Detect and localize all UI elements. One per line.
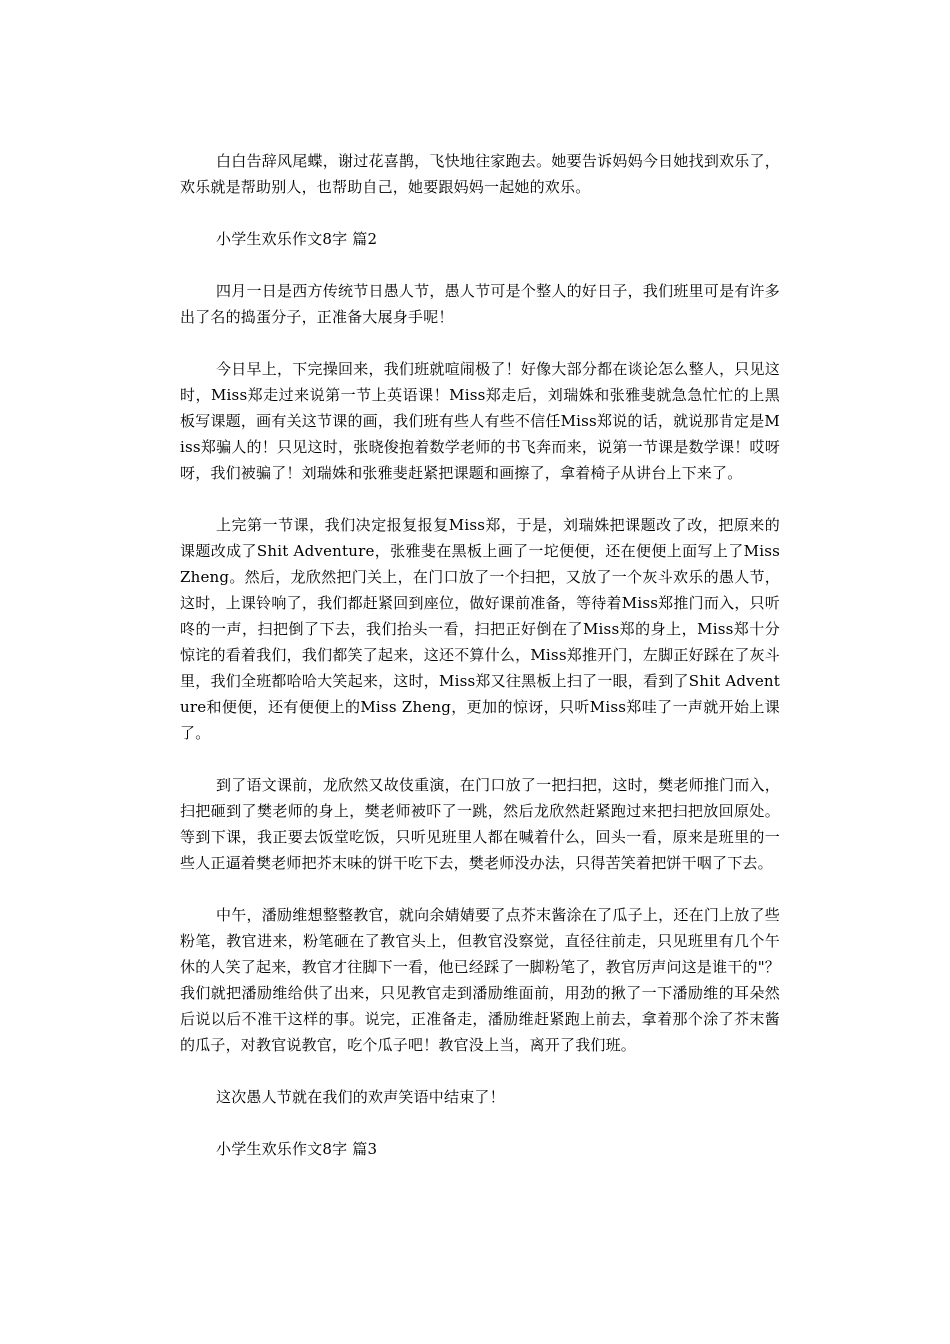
paragraph-5: 到了语文课前，龙欣然又故伎重演，在门口放了一把扫把，这时，樊老师推门而入，扫把砸到了樊老师的身上，樊老师被吓了一跳，然后龙欣然赶紧跑过来把扫把放回原处。等到下课，我正要去饭堂吃饭，只听见班里人都在喊着什么，回头一看，原来是班里的一些人正逼着樊老师把芥末味的饼干吃下去，樊老师没办法，只得苦笑着把饼干咽了下去。	[180, 776, 780, 872]
section-heading-2: 小学生欢乐作文8字 篇2	[216, 230, 378, 248]
section-heading-3: 小学生欢乐作文8字 篇3	[216, 1140, 378, 1158]
paragraph-1: 白白告辞风尾蝶，谢过花喜鹊，飞快地往家跑去。她要告诉妈妈今日她找到欢乐了，欢乐就是帮助别人，也帮助自己，她要跟妈妈一起她的欢乐。	[180, 152, 780, 196]
paragraph-3: 今日早上，下完操回来，我们班就喧闹极了！好像大部分都在谈论怎么整人，只见这时，Miss郑走过来说第一节上英语课！Miss郑走后，刘瑞姝和张雅斐就急急忙忙的上黑板写课题，画有关这节课的画，我们班有些人有些不信任Miss郑说的话，就说那肯定是Miss郑骗人的！只见这时，张晓俊抱着数学老师的书飞奔而来，说第一节课是数学课！哎呀呀，我们被骗了！刘瑞姝和张雅斐赶紧把课题和画擦了，拿着椅子从讲台上下来了。	[180, 360, 780, 482]
paragraph-7: 这次愚人节就在我们的欢声笑语中结束了！	[216, 1088, 505, 1106]
paragraph-2: 四月一日是西方传统节日愚人节，愚人节可是个整人的好日子，我们班里可是有许多出了名的捣蛋分子，正准备大展身手呢！	[180, 282, 780, 326]
paragraph-6: 中午，潘励维想整整教官，就向余婧婧要了点芥末酱涂在了瓜子上，还在门上放了些粉笔，教官进来，粉笔砸在了教官头上，但教官没察觉，直径往前走，只见班里有几个午休的人笑了起来，教官才往脚下一看，他已经踩了一脚粉笔了，教官厉声问这是谁干的"？我们就把潘励维给供了出来，只见教官走到潘励维面前，用劲的揪了一下潘励维的耳朵然后说以后不准干这样的事。说完，正准备走，潘励维赶紧跑上前去，拿着那个涂了芥末酱的瓜子，对教官说教官，吃个瓜子吧！教官没上当，离开了我们班。	[180, 906, 780, 1054]
paragraph-4: 上完第一节课，我们决定报复报复Miss郑，于是，刘瑞姝把课题改了改，把原来的课题改成了Shit Adventure，张雅斐在黑板上画了一坨便便，还在便便上面写上了Miss Zheng。然后，龙欣然把门关上，在门口放了一个扫把，又放了一个灰斗欢乐的愚人节，这时，上课铃响了，我们都赶紧回到座位，做好课前准备，等待着Miss郑推门而入，只听咚的一声，扫把倒了下去，我们抬头一看，扫把正好倒在了Miss郑的身上，Miss郑十分惊诧的看着我们，我们都笑了起来，这还不算什么，Miss郑推开门，左脚正好踩在了灰斗里，我们全班都哈哈大笑起来，这时，Miss郑又往黑板上扫了一眼，看到了Shit Adventure和便便，还有便便上的Miss Zheng，更加的惊讶，只听Miss郑哇了一声就开始上课了。	[180, 516, 780, 742]
document-body	[180, 148, 780, 1188]
